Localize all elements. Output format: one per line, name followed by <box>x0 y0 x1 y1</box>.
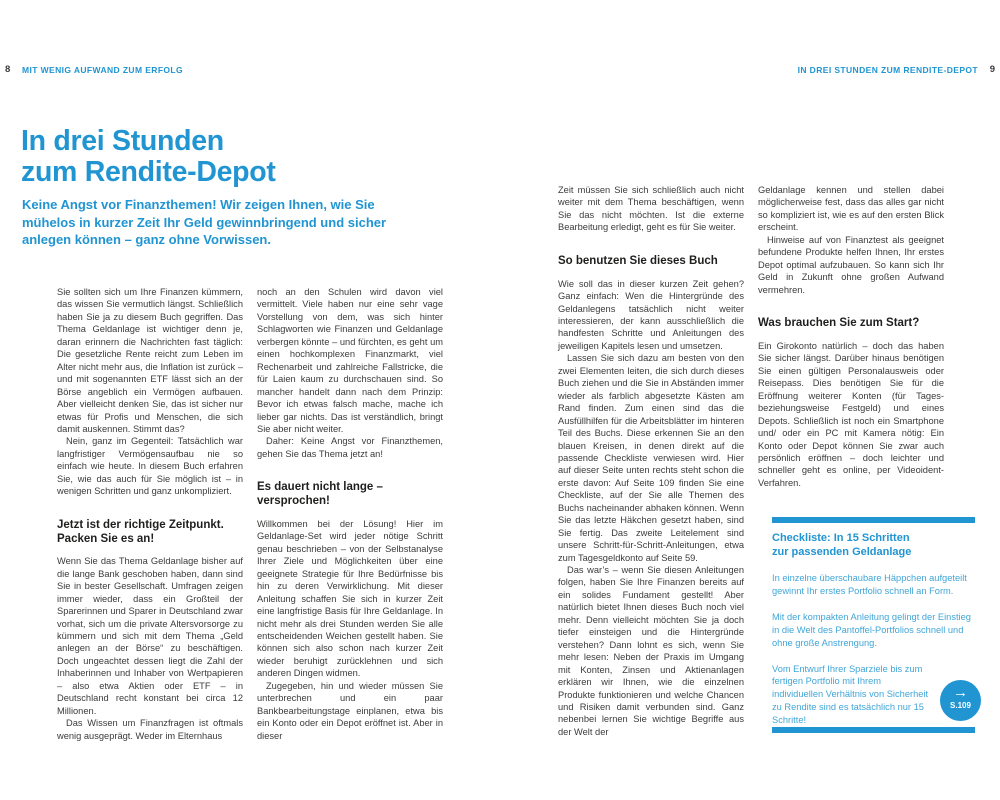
callout-paragraph: Vom Entwurf Ihrer Sparziele bis zum fertigen Portfolio mit Ihrem individuellen Verhältnis von Sicherheit zu Rendite sind es tatsächlich nur 15 Schritte! <box>772 663 929 726</box>
page-ref-label: S.109 <box>950 701 971 710</box>
body-paragraph: Zugegeben, hin und wieder müssen Sie unterbrechen und ein paar Bankbearbeitungstage einplanen, etwa bis ein Konto oder ein Depot eröffnet ist. Aber in dieser <box>257 680 443 741</box>
running-head-left: MIT WENIG AUFWAND ZUM ERFOLG <box>22 65 184 75</box>
body-paragraph: Daher: Keine Angst vor Finanzthemen, gehen Sie das Thema jetzt an! <box>257 436 443 459</box>
left-page-column-2 <box>257 286 443 742</box>
page-number-right: 9 <box>989 64 995 75</box>
article-subtitle: Keine Angst vor Finanzthemen! Wir zeigen Ihnen, wie Sie mühelos in kurzer Zeit Ihr Geld gewinnbringend und sicher anlegen können – ganz ohne Vorwissen. <box>22 197 387 248</box>
body-paragraph: Geldanlage kennen und stellen dabei möglicherweise fest, dass das alles gar nicht so kompliziert ist, wie es auf den ersten Blick erscheint. <box>758 185 944 233</box>
body-paragraph: Ein Girokonto natürlich – doch das haben Sie sicher längst. Darüber hinaus benötigen Sie einen gültigen Personalausweis oder Reisepass. Dies benötigen Sie für die Eröffnung weiterer Konten (für Tages- beziehungsweise Festgeld) und eines Depots. Schließlich ist noch ein Smartphone und/ oder ein PC mit Kamera nötig: Ein Konto oder Depot können Sie zwar auch persönlich eröffnen – doch leichter und schneller geht es online, per Videoident-Verfahren. <box>758 340 944 488</box>
body-paragraph: Zeit müssen Sie sich schließlich auch nicht weiter mit dem Thema beschäftigen, wenn Sie das nicht möchten. Ist die externe Bearbeitung erledigt, geht es für Sie weiter. <box>558 185 744 233</box>
running-head-right: IN DREI STUNDEN ZUM RENDITE-DEPOT <box>797 65 978 75</box>
callout-paragraph: Mit der kompakten Anleitung gelingt der Einstieg in die Welt des Pantoffel-Portfolios schnell und ohne große Anstrengung. <box>772 611 971 648</box>
page-number-left: 8 <box>5 64 11 75</box>
section-heading: Was brauchen Sie zum Start? <box>758 317 920 330</box>
body-paragraph: Willkommen bei der Lösung! Hier im Geldanlage-Set wird jeder nötige Schritt genau beschrieben – von der Selbstanalyse Ihrer Ziele und Möglichkeiten über eine geeignete Strategie für Ihre Bedürfnisse bis hin zu deren Verwirklichung. Mit dieser Anleitung schaffen Sie sich in kurzer Zeit eine langfristige Basis für Ihre Geldanlage. In nicht mehr als drei Stunden werden Sie alle entscheidenden Weichen gestellt haben. Sie können sich also schon nach kurzer Zeit wieder beruhigt zurücklehnen und sich anderen Dingen widmen. <box>257 518 443 679</box>
section-heading: So benutzen Sie dieses Buch <box>558 254 718 267</box>
callout-top-rule <box>772 517 975 523</box>
body-paragraph: Nein, ganz im Gegenteil: Tatsächlich war langfristiger Vermögensaufbau nie so einfach wie heute. In diesem Buch erfahren Sie, wie das auch für Sie möglich ist – in wenigen Schritten und ganz unkompliziert. <box>57 436 243 497</box>
article-title-line-1: In drei Stunden <box>21 125 224 157</box>
body-paragraph: Hinweise auf von Finanztest als geeignet befundene Produkte helfen Ihnen, Ihr erstes Depot optimal aufzubauen. So kann sich Ihr Geld in Zukunft ohne großen Aufwand vermehren. <box>758 234 944 295</box>
callout-title-line-1: Checkliste: In 15 Schritten <box>772 532 910 544</box>
body-paragraph: Lassen Sie sich dazu am besten von den zwei Elementen leiten, die sich durch dieses Buch ziehen und die Sie in Abständen immer wieder als farblich abgesetzte Kästen am Rand finden. Zum einen sind das die Ausfüllhilfen für die Arbeitsblätter im hinteren Teil des Buchs. Diese erkennen Sie an den blauen Kreisen, in denen direkt auf die passende Checkliste verwiesen wird. Hier auf dieser Seite unten rechts steht schon die erste davon: Auf Seite 109 finden Sie eine Checkliste, auf der Sie alle Themen des Buchs nacheinander abhaken können. Wenn Sie das letzte Häkchen gesetzt haben, sind Sie fertig. Das zweite Leitelement sind unsere Schritt-für-Schritt-Anleitungen, etwa zum Tagesgeldkonto auf Seite 59. <box>558 353 744 563</box>
body-paragraph: Das Wissen um Finanzfragen ist oftmals wenig ausgeprägt. Weder im Elternhaus <box>57 718 243 741</box>
page-ref-badge[interactable] <box>940 680 981 721</box>
callout-bottom-rule <box>772 727 975 733</box>
section-heading: Es dauert nicht lange – versprochen! <box>257 481 383 508</box>
section-heading: Jetzt ist der richtige Zeitpunkt. Packen Sie es an! <box>57 518 224 545</box>
right-page-column-1 <box>558 184 744 738</box>
checklist-callout <box>772 517 975 733</box>
body-paragraph: Das war’s – wenn Sie diesen Anleitungen folgen, haben Sie Ihre Finanzen bereits auf ein solides Fundament gestellt! Aber natürlich bietet Ihnen dieses Buch noch viel mehr. Denn vielleicht möchten Sie ja doch tiefer einsteigen und die Hintergründe verstehen? Dann lohnt es sich, wenn Sie mehr lesen: Neben der Praxis im Umgang mit Konten, Zinsen und Aktienanlagen erklären wir Ihnen, wie die einzelnen Produkte funktionieren und welche Chancen und Risiken damit verbunden sind. Ganz nebenbei lernen Sie wichtige Begriffe aus der Welt der <box>558 565 744 737</box>
article-title <box>21 126 276 188</box>
callout-paragraph: In einzelne überschaubare Häppchen aufgeteilt gewinnt Ihr erstes Portfolio schnell an Form. <box>772 573 967 596</box>
right-page-column-2 <box>758 184 944 489</box>
body-paragraph: noch an den Schulen wird davon viel vermittelt. Viele haben nur eine sehr vage Vorstellung von dem, was sich hinter Schlagworten wie Finanzen und Geldanlage verbergen könnte – und fürchten, es geht um einen hochkomplexen Finanzmarkt, viel Rechenarbeit und zahlreiche Fallstricke, die für Laien kaum zu durchschauen sind. So mancher handelt dann nach dem Prinzip: Bevor ich etwas falsch mache, mache ich lieber gar nichts. Das ist verständlich, bringt Sie aber nicht weiter. <box>257 287 443 434</box>
body-paragraph: Wie soll das in dieser kurzen Zeit gehen? Ganz einfach: Wen die Hintergründe des Geldanlegens tatsächlich nicht weiter interessieren, der kann ausschließlich die handfesten Schritte und Anleitungen des jeweiligen Kapitels lesen und umsetzen. <box>558 278 744 351</box>
article-title-line-2: zum Rendite-Depot <box>21 156 276 188</box>
body-paragraph: Sie sollten sich um Ihre Finanzen kümmern, das wissen Sie vermutlich längst. Schließlich haben Sie ja zu diesem Buch gegriffen. Das Thema Geldanlage ist wichtiger denn je, daran erinnern die Nachrichten fast täglich: Die gesetzliche Rente reicht zum Leben im Alter nicht mehr aus, die Inflation ist zurück – und mit sogenannten ETF lässt sich an der Börse angeblich ein Vermögen aufbauen. Aber vielleicht denken Sie, das ist sicher nur etwas für Profis und Menschen, die sich damit auskennen. Stimmt das? <box>57 287 243 434</box>
callout-title <box>772 532 975 559</box>
arrow-right-icon: → <box>953 684 968 701</box>
left-page-column-1 <box>57 286 243 742</box>
body-paragraph: Wenn Sie das Thema Geldanlage bisher auf die lange Bank geschoben haben, dann sind Sie in bester Gesellschaft. Umfragen zeigen immer wieder, dass ein Großteil der Sparerinnen und Sparer in Deutschland zwar vorhat, sich um die private Altersvorsorge zu kümmern und sich mit dem Thema „Geld anlegen an der Börse“ zu beschäftigen. Doch ungeachtet dessen liegt die Zahl der Inhaberinnen und Inhaber von Wertpapieren – also etwa Aktien oder ETF – in Deutschland recht konstant bei circa 12 Millionen. <box>57 556 243 716</box>
callout-title-line-2: zur passenden Geldanlage <box>772 545 912 558</box>
